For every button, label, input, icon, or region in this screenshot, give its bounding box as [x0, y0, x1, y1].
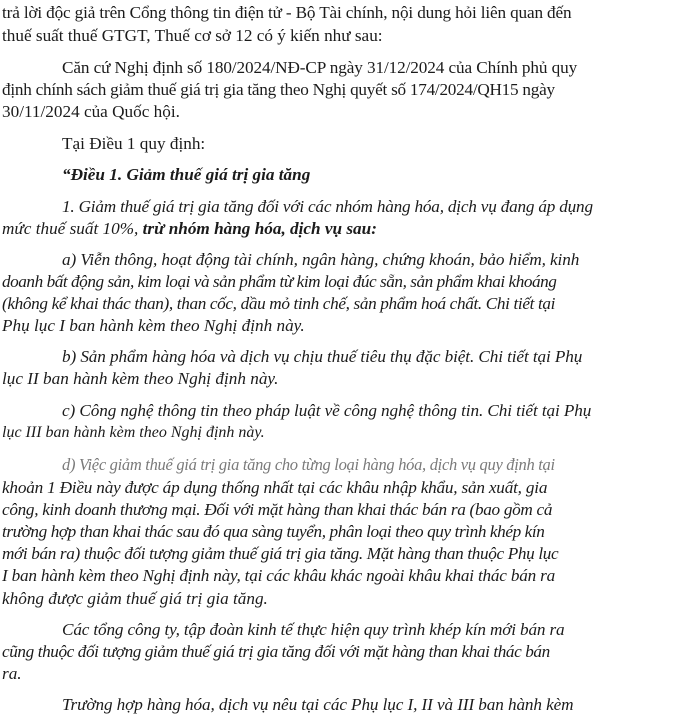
intro-line-1: trả lời độc giả trên Cổng thông tin điện tử - Bộ Tài chính, nội dung hỏi liên quan đến: [2, 3, 572, 22]
item-d-line-2: khoản 1 Điều này được áp dụng thống nhất tại các khâu nhập khẩu, sản xuất, gia: [2, 478, 548, 497]
clause-1-exception-bold: trừ nhóm hàng hóa, dịch vụ sau:: [142, 219, 377, 238]
clause-1-line-2: [2, 218, 377, 239]
corp-line-3: ra.: [2, 664, 22, 683]
basis-line-2: định chính sách giảm thuế giá trị gia tăng theo Nghị quyết số 174/2024/QH15 ngày: [2, 80, 555, 99]
last-paragraph-line-1: Trường hợp hàng hóa, dịch vụ nêu tại các Phụ lục I, II và III ban hành kèm: [62, 695, 574, 714]
corp-line-2: cũng thuộc đối tượng giảm thuế giá trị gia tăng đối với mặt hàng than khai thác bán: [2, 642, 550, 661]
article-title: “Điều 1. Giảm thuế giá trị gia tăng: [62, 165, 311, 184]
item-d-line-7: không được giảm thuế giá trị gia tăng.: [2, 589, 268, 608]
item-a-line-1: a) Viễn thông, hoạt động tài chính, ngân hàng, chứng khoán, bảo hiểm, kinh: [62, 250, 580, 269]
item-d-line-3: công, kinh doanh thương mại. Đối với mặt hàng than khai thác bán ra (bao gồm cả: [2, 500, 553, 519]
item-c-line-1: c) Công nghệ thông tin theo pháp luật về công nghệ thông tin. Chi tiết tại Phụ: [62, 401, 592, 420]
clause-1-line-2-prefix: mức thuế suất 10%,: [2, 219, 143, 238]
item-b-line-1: b) Sản phẩm hàng hóa và dịch vụ chịu thuế tiêu thụ đặc biệt. Chi tiết tại Phụ: [62, 347, 583, 366]
item-a-line-3: (không kể khai thác than), than cốc, dầu mỏ tinh chế, sản phẩm hoá chất. Chi tiết tại: [2, 294, 556, 313]
intro-line-2: thuế suất thuế GTGT, Thuế cơ sở 12 có ý kiến như sau:: [2, 26, 383, 45]
item-c-line-2: lục III ban hành kèm theo Nghị định này.: [2, 424, 265, 441]
basis-line-1: Căn cứ Nghị định số 180/2024/NĐ-CP ngày 31/12/2024 của Chính phủ quy: [62, 58, 578, 77]
clause-1-line-1: 1. Giảm thuế giá trị gia tăng đối với các nhóm hàng hóa, dịch vụ đang áp dụng: [62, 197, 593, 216]
item-d-line-1: d) Việc giảm thuế giá trị gia tăng cho từng loại hàng hóa, dịch vụ quy định tại: [62, 455, 555, 474]
basis-line-3: 30/11/2024 của Quốc hội.: [2, 102, 180, 121]
item-d-line-4: trường hợp than khai thác sau đó qua sàng tuyển, phân loại theo quy trình khép kín: [2, 522, 545, 541]
item-d-line-6: I ban hành kèm theo Nghị định này, tại các khâu khác ngoài khâu khai thác bán ra: [2, 566, 555, 585]
item-a-line-4: Phụ lục I ban hành kèm theo Nghị định này.: [2, 316, 305, 335]
article-intro: Tại Điều 1 quy định:: [62, 134, 206, 153]
item-d-line-5: mới bán ra) thuộc đối tượng giảm thuế giá trị gia tăng. Mặt hàng than thuộc Phụ lục: [2, 544, 559, 563]
corp-line-1: Các tổng công ty, tập đoàn kinh tế thực hiện quy trình khép kín mới bán ra: [62, 620, 565, 639]
item-a-line-2: doanh bất động sản, kim loại và sản phẩm từ kim loại đúc sẵn, sản phẩm khai khoáng: [2, 272, 557, 291]
item-b-line-2: lục II ban hành kèm theo Nghị định này.: [2, 369, 279, 388]
